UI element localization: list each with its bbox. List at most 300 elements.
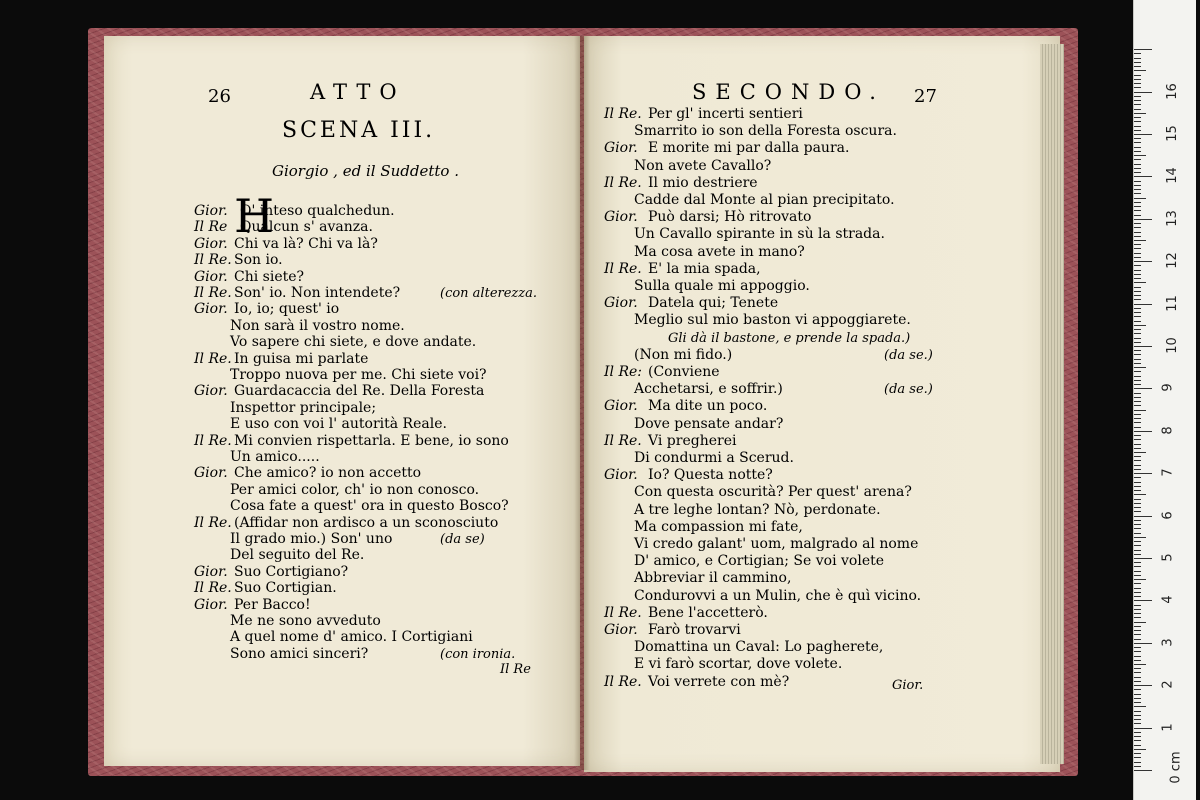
ruler-tick xyxy=(1134,100,1141,101)
dialogue-line xyxy=(634,570,791,586)
line-text: Che amico? io non accetto xyxy=(234,465,422,482)
ruler-tick xyxy=(1134,422,1141,423)
ruler-tick xyxy=(1134,511,1141,512)
line-text: Sono amici sinceri? xyxy=(230,645,369,662)
ruler-tick xyxy=(1134,109,1141,110)
ruler-tick xyxy=(1134,265,1141,266)
dialogue-line xyxy=(634,192,895,208)
ruler-tick xyxy=(1134,257,1141,258)
dialogue-line xyxy=(230,482,479,498)
dialogue-line xyxy=(634,381,783,397)
dialogue-line xyxy=(194,203,395,219)
ruler-tick xyxy=(1134,762,1141,763)
ruler-tick xyxy=(1134,329,1141,330)
ruler-tick xyxy=(1134,350,1141,351)
ruler-tick xyxy=(1134,193,1141,194)
line-text: Per gl' incerti sentieri xyxy=(648,106,803,122)
ruler-tick xyxy=(1134,668,1141,669)
ruler-tick xyxy=(1134,600,1152,601)
ruler-tick xyxy=(1134,147,1141,148)
ruler-tick xyxy=(1134,58,1141,59)
speaker-label: Gior. xyxy=(604,209,638,226)
ruler-tick xyxy=(1134,723,1141,724)
ruler-tick xyxy=(1134,677,1141,678)
line-text: Abbreviar il cammino, xyxy=(634,570,792,587)
ruler-tick xyxy=(1134,486,1141,487)
line-text: Del seguito del Re. xyxy=(230,547,365,564)
ruler-tick xyxy=(1134,460,1141,461)
speaker-label: Gior. xyxy=(604,140,638,157)
ruler-number: 5 xyxy=(1160,553,1176,562)
speaker-label: Il Re. xyxy=(194,580,232,597)
ruler-tick xyxy=(1134,227,1141,228)
book-gutter xyxy=(574,36,590,770)
ruler-tick xyxy=(1134,706,1146,707)
line-text: Io, io; quest' io xyxy=(234,301,340,318)
ruler-tick xyxy=(1134,732,1141,733)
line-text: (Affidar non ardisco a un sconosciuto xyxy=(234,514,499,531)
line-text: Meglio sul mio baston vi appoggiarete. xyxy=(634,312,911,329)
ruler-tick xyxy=(1134,672,1141,673)
ruler-tick xyxy=(1134,299,1141,300)
ruler-tick xyxy=(1134,232,1141,233)
dialogue-line xyxy=(604,433,736,449)
line-text: Di condurmi a Scerud. xyxy=(634,450,794,466)
ruler-tick xyxy=(1134,346,1152,347)
ruler-tick xyxy=(1134,452,1146,453)
line-text: Cosa fate a quest' ora in questo Bosco? xyxy=(230,498,509,515)
ruler-tick xyxy=(1134,210,1141,211)
dialogue-line xyxy=(604,175,758,191)
line-text: Smarrito io son della Foresta oscura. xyxy=(634,123,897,140)
ruler-tick xyxy=(1134,198,1146,199)
ruler-tick xyxy=(1134,444,1141,445)
dialogue-line xyxy=(604,261,761,277)
ruler-tick xyxy=(1134,456,1141,457)
dialogue-line xyxy=(230,400,376,416)
ruler-tick xyxy=(1134,728,1152,729)
line-text: Suo Cortigiano? xyxy=(234,563,349,580)
speaker-label: Gior. xyxy=(604,398,638,415)
speaker-label: Il Re. xyxy=(194,285,232,301)
ruler-tick xyxy=(1134,516,1152,517)
ruler-number: 1 xyxy=(1160,722,1176,732)
ruler-tick xyxy=(1134,384,1141,385)
ruler-tick xyxy=(1134,206,1141,207)
ruler-tick xyxy=(1134,159,1141,160)
dialogue-line xyxy=(634,244,805,260)
speaker-label: Gior. xyxy=(194,203,228,219)
ruler-tick xyxy=(1134,189,1141,190)
ruler-tick xyxy=(1134,401,1141,402)
ruler-tick xyxy=(1134,219,1152,220)
speaker-label: Il Re. xyxy=(604,604,642,621)
ruler-tick xyxy=(1134,757,1141,758)
dialogue-line xyxy=(230,613,381,629)
line-text: Domattina un Caval: Lo pagherete, xyxy=(634,639,884,656)
dialogue-line xyxy=(194,219,373,235)
dialogue-line xyxy=(230,318,405,334)
dialogue-line xyxy=(604,106,803,122)
ruler-tick xyxy=(1134,240,1146,241)
dialogue-line xyxy=(194,383,484,399)
line-text: Suo Cortigian. xyxy=(234,580,337,597)
ruler-tick xyxy=(1134,634,1141,635)
ruler-tick xyxy=(1134,427,1141,428)
ruler-tick xyxy=(1134,711,1141,712)
line-text: (Conviene xyxy=(648,364,720,380)
speaker-label: Il Re xyxy=(194,219,228,236)
ruler-number: 10 xyxy=(1164,337,1180,354)
dialogue-line xyxy=(634,656,842,672)
line-text: Mi convien rispettarla. E bene, io sono xyxy=(234,432,509,449)
ruler-tick xyxy=(1134,393,1141,394)
ruler-tick xyxy=(1134,371,1141,372)
ruler-tick xyxy=(1134,291,1141,292)
ruler-tick xyxy=(1134,753,1141,754)
dialogue-line xyxy=(634,226,885,242)
ruler-tick xyxy=(1134,92,1152,93)
dialogue-line xyxy=(194,564,348,580)
line-text: Chi siete? xyxy=(234,268,305,285)
ruler-tick xyxy=(1134,87,1141,88)
scene-characters: Giorgio , ed il Suddetto . xyxy=(272,162,459,180)
left-running-head: ATTO xyxy=(310,80,406,104)
line-text: E morite mi par dalla paura. xyxy=(648,140,850,157)
ruler-tick xyxy=(1134,507,1141,508)
ruler-tick xyxy=(1134,630,1141,631)
speaker-label: Gior. xyxy=(604,622,638,638)
line-text: E' la mia spada, xyxy=(648,260,761,277)
ruler-number: 16 xyxy=(1164,82,1180,100)
ruler-tick xyxy=(1134,719,1141,720)
ruler-tick xyxy=(1134,287,1141,288)
ruler-tick xyxy=(1134,410,1146,411)
ruler-tick xyxy=(1134,494,1146,495)
stage-direction: (da se.) xyxy=(884,382,933,398)
dialogue-line xyxy=(634,278,810,294)
ruler-tick xyxy=(1134,740,1141,741)
speaker-label: Gior. xyxy=(604,467,638,484)
ruler-tick xyxy=(1134,405,1141,406)
line-text: O' inteso qualchedun. xyxy=(240,203,395,219)
line-text: Per Bacco! xyxy=(234,596,311,613)
ruler-tick xyxy=(1134,482,1141,483)
dialogue-line xyxy=(634,588,921,604)
right-page-number: 27 xyxy=(914,86,937,107)
page-edges xyxy=(1040,44,1064,764)
ruler-tick xyxy=(1134,342,1141,343)
dialogue-line xyxy=(634,536,918,552)
line-text: Io? Questa notte? xyxy=(648,467,773,484)
dialogue-line xyxy=(230,646,368,662)
stage-direction: (da se) xyxy=(440,532,485,547)
dialogue-line xyxy=(604,140,849,156)
ruler-tick xyxy=(1134,596,1141,597)
ruler-tick xyxy=(1134,104,1141,105)
speaker-label: Il Re. xyxy=(194,350,232,367)
ruler-tick xyxy=(1134,520,1141,521)
stage-direction: (con ironia. xyxy=(440,646,516,662)
ruler-tick xyxy=(1134,524,1141,525)
ruler-tick xyxy=(1134,647,1141,648)
ruler-number: 9 xyxy=(1160,383,1176,393)
dialogue-line xyxy=(634,158,771,174)
ruler-tick xyxy=(1134,745,1141,746)
ruler-tick xyxy=(1134,702,1141,703)
line-text: Bene l'accetterò. xyxy=(648,604,768,621)
ruler-tick xyxy=(1134,142,1141,143)
line-text: Ma compassion mi fate, xyxy=(634,518,803,535)
ruler-tick xyxy=(1134,715,1141,716)
ruler-tick xyxy=(1134,770,1152,771)
speaker-label: Il Re. xyxy=(604,174,642,191)
speaker-label: Gior. xyxy=(194,301,228,318)
line-text: Son' io. Non intendete? xyxy=(234,285,401,301)
dialogue-line xyxy=(604,364,720,380)
ruler-tick xyxy=(1134,354,1141,355)
ruler-tick xyxy=(1134,397,1141,398)
dialogue-line xyxy=(194,252,283,268)
line-text: E vi farò scortar, dove volete. xyxy=(634,656,843,673)
dialogue-line xyxy=(604,674,789,690)
line-text: In guisa mi parlate xyxy=(234,350,369,367)
dialogue-line xyxy=(194,597,311,613)
ruler-tick xyxy=(1134,333,1141,334)
speaker-label: Il Re. xyxy=(604,260,642,277)
ruler-tick xyxy=(1134,660,1141,661)
ruler-tick xyxy=(1134,388,1152,389)
ruler-tick xyxy=(1134,566,1141,567)
ruler-number: 7 xyxy=(1160,468,1176,477)
ruler-tick xyxy=(1134,321,1141,322)
ruler-tick xyxy=(1134,83,1141,84)
ruler-tick xyxy=(1134,592,1141,593)
dialogue-line xyxy=(194,580,337,596)
ruler-number: 6 xyxy=(1160,510,1176,520)
ruler-tick xyxy=(1134,244,1141,245)
line-text: A tre leghe lontan? Nò, perdonate. xyxy=(634,501,881,518)
dialogue-line xyxy=(230,547,364,563)
ruler-number: 8 xyxy=(1160,426,1176,435)
ruler-tick xyxy=(1134,202,1141,203)
dialogue-line xyxy=(604,295,778,311)
drop-cap: H xyxy=(234,189,275,243)
ruler-tick xyxy=(1134,533,1141,534)
ruler-unit-label: 0 cm xyxy=(1168,751,1184,784)
ruler-tick xyxy=(1134,312,1141,313)
dialogue-line xyxy=(634,416,783,432)
dialogue-line xyxy=(604,622,741,638)
ruler-number: 11 xyxy=(1164,294,1180,312)
ruler-tick xyxy=(1134,588,1141,589)
ruler-tick xyxy=(1134,550,1141,551)
ruler-tick xyxy=(1134,168,1141,169)
ruler-tick xyxy=(1134,278,1141,279)
ruler-tick xyxy=(1134,62,1141,63)
ruler-tick xyxy=(1134,643,1152,644)
ruler-tick xyxy=(1134,469,1141,470)
ruler-tick xyxy=(1134,414,1141,415)
ruler-tick xyxy=(1134,304,1152,305)
ruler-tick xyxy=(1134,609,1141,610)
speaker-label: Gior. xyxy=(604,295,638,312)
left-catchword: Il Re xyxy=(500,662,531,677)
ruler-tick xyxy=(1134,338,1141,339)
left-page-number: 26 xyxy=(208,86,231,107)
ruler-tick xyxy=(1134,583,1141,584)
line-text: A quel nome d' amico. I Cortigiani xyxy=(230,629,473,646)
ruler-tick xyxy=(1134,431,1152,432)
dialogue-line xyxy=(634,553,884,569)
ruler-tick xyxy=(1134,465,1141,466)
dialogue-line xyxy=(194,351,368,367)
ruler-tick xyxy=(1134,53,1141,54)
ruler-tick xyxy=(1134,130,1141,131)
ruler-number: 15 xyxy=(1164,125,1180,142)
dialogue-line xyxy=(230,367,487,383)
ruler-tick xyxy=(1134,490,1141,491)
line-text: (Non mi fido.) xyxy=(634,346,733,363)
ruler-tick xyxy=(1134,96,1141,97)
ruler-tick xyxy=(1134,121,1141,122)
ruler-tick xyxy=(1134,545,1141,546)
speaker-label: Gior. xyxy=(194,465,228,482)
line-text: Ma cosa avete in mano? xyxy=(634,243,805,260)
dialogue-line xyxy=(634,639,883,655)
line-text: Sulla quale mi appoggio. xyxy=(634,278,810,294)
dialogue-line xyxy=(634,484,912,500)
ruler-tick xyxy=(1134,155,1146,156)
ruler-tick xyxy=(1134,473,1152,474)
ruler-tick xyxy=(1134,681,1141,682)
speaker-label: Il Re. xyxy=(194,252,232,269)
ruler-tick xyxy=(1134,562,1141,563)
line-text: Inspettor principale; xyxy=(230,399,377,416)
line-text: Chi va là? Chi va là? xyxy=(234,235,378,252)
ruler-tick xyxy=(1134,749,1146,750)
stage-direction: (con alterezza. xyxy=(440,286,537,301)
ruler-tick xyxy=(1134,253,1141,254)
ruler-tick xyxy=(1134,503,1141,504)
ruler-tick xyxy=(1134,617,1141,618)
ruler-tick xyxy=(1134,622,1146,623)
dialogue-line xyxy=(194,236,378,252)
ruler-tick xyxy=(1134,554,1141,555)
ruler-tick xyxy=(1134,316,1141,317)
line-text: Farò trovarvi xyxy=(648,622,741,638)
ruler-tick xyxy=(1134,656,1141,657)
ruler-tick xyxy=(1134,651,1141,652)
ruler-number: 4 xyxy=(1160,595,1176,605)
ruler-tick xyxy=(1134,376,1141,377)
ruler-tick xyxy=(1134,575,1141,576)
ruler-number: 13 xyxy=(1164,210,1180,227)
ruler-tick xyxy=(1134,448,1141,449)
ruler-number: 3 xyxy=(1160,638,1176,647)
right-running-head: SECONDO. xyxy=(692,80,885,104)
ruler-tick xyxy=(1134,698,1141,699)
ruler-tick xyxy=(1134,541,1141,542)
line-text: Il grado mio.) Son' uno xyxy=(230,531,393,547)
ruler-tick xyxy=(1134,571,1141,572)
speaker-label: Il Re. xyxy=(194,514,232,531)
ruler-tick xyxy=(1134,308,1141,309)
dialogue-line xyxy=(194,269,304,285)
ruler-tick xyxy=(1134,172,1141,173)
ruler-tick xyxy=(1134,537,1146,538)
line-text: Me ne sono avveduto xyxy=(230,613,381,629)
dialogue-line xyxy=(230,449,320,465)
dialogue-line xyxy=(194,465,421,481)
ruler-tick xyxy=(1134,439,1141,440)
ruler-tick xyxy=(1134,766,1141,767)
ruler-tick xyxy=(1134,689,1141,690)
ruler-tick xyxy=(1134,558,1152,559)
ruler-tick xyxy=(1134,528,1141,529)
ruler-tick xyxy=(1134,176,1152,177)
line-text: Troppo nuova per me. Chi siete voi? xyxy=(230,367,487,383)
dialogue-line xyxy=(634,450,794,466)
ruler-tick xyxy=(1134,134,1152,135)
ruler-tick xyxy=(1134,126,1141,127)
ruler-tick xyxy=(1134,325,1146,326)
line-text: Con questa oscurità? Per quest' arena? xyxy=(634,484,912,501)
dialogue-line xyxy=(634,123,897,139)
line-text: Guardacaccia del Re. Della Foresta xyxy=(234,383,485,400)
line-text: Voi verrete con mè? xyxy=(648,673,790,690)
dialogue-line xyxy=(194,433,509,449)
ruler-tick xyxy=(1134,164,1141,165)
ruler-tick xyxy=(1134,274,1141,275)
speaker-label: Il Re. xyxy=(604,106,642,122)
line-text: Vo sapere chi siete, e dove andate. xyxy=(230,334,477,351)
speaker-label: Gior. xyxy=(194,268,228,285)
stage-direction: (da se.) xyxy=(884,347,933,363)
ruler-tick xyxy=(1134,363,1141,364)
ruler-tick xyxy=(1134,367,1146,368)
ruler-tick xyxy=(1134,418,1141,419)
ruler-number: 2 xyxy=(1160,680,1176,689)
ruler-tick xyxy=(1134,270,1141,271)
dialogue-line xyxy=(230,629,473,645)
ruler-tick xyxy=(1134,579,1146,580)
line-text: Son io. xyxy=(234,252,283,269)
measuring-ruler xyxy=(1133,0,1196,800)
right-catchword: Gior. xyxy=(892,678,924,693)
ruler-tick xyxy=(1134,477,1141,478)
speaker-label: Gior. xyxy=(194,235,228,252)
dialogue-line xyxy=(604,467,773,483)
dialogue-line xyxy=(230,531,392,547)
ruler-tick xyxy=(1134,113,1146,114)
speaker-label: Gior. xyxy=(194,596,228,613)
ruler-tick xyxy=(1134,435,1141,436)
line-text: Non avete Cavallo? xyxy=(634,157,772,174)
dialogue-line xyxy=(604,398,767,414)
line-text: Qualcun s' avanza. xyxy=(240,219,373,236)
ruler-tick xyxy=(1134,49,1152,50)
ruler-tick xyxy=(1134,613,1141,614)
ruler-tick xyxy=(1134,236,1141,237)
ruler-tick xyxy=(1134,499,1141,500)
ruler-tick xyxy=(1134,639,1141,640)
ruler-tick xyxy=(1134,664,1146,665)
line-text: Può darsi; Hò ritrovato xyxy=(648,209,812,226)
ruler-tick xyxy=(1134,605,1141,606)
ruler-tick xyxy=(1134,694,1141,695)
line-text: Un Cavallo spirante in sù la strada. xyxy=(634,226,885,243)
